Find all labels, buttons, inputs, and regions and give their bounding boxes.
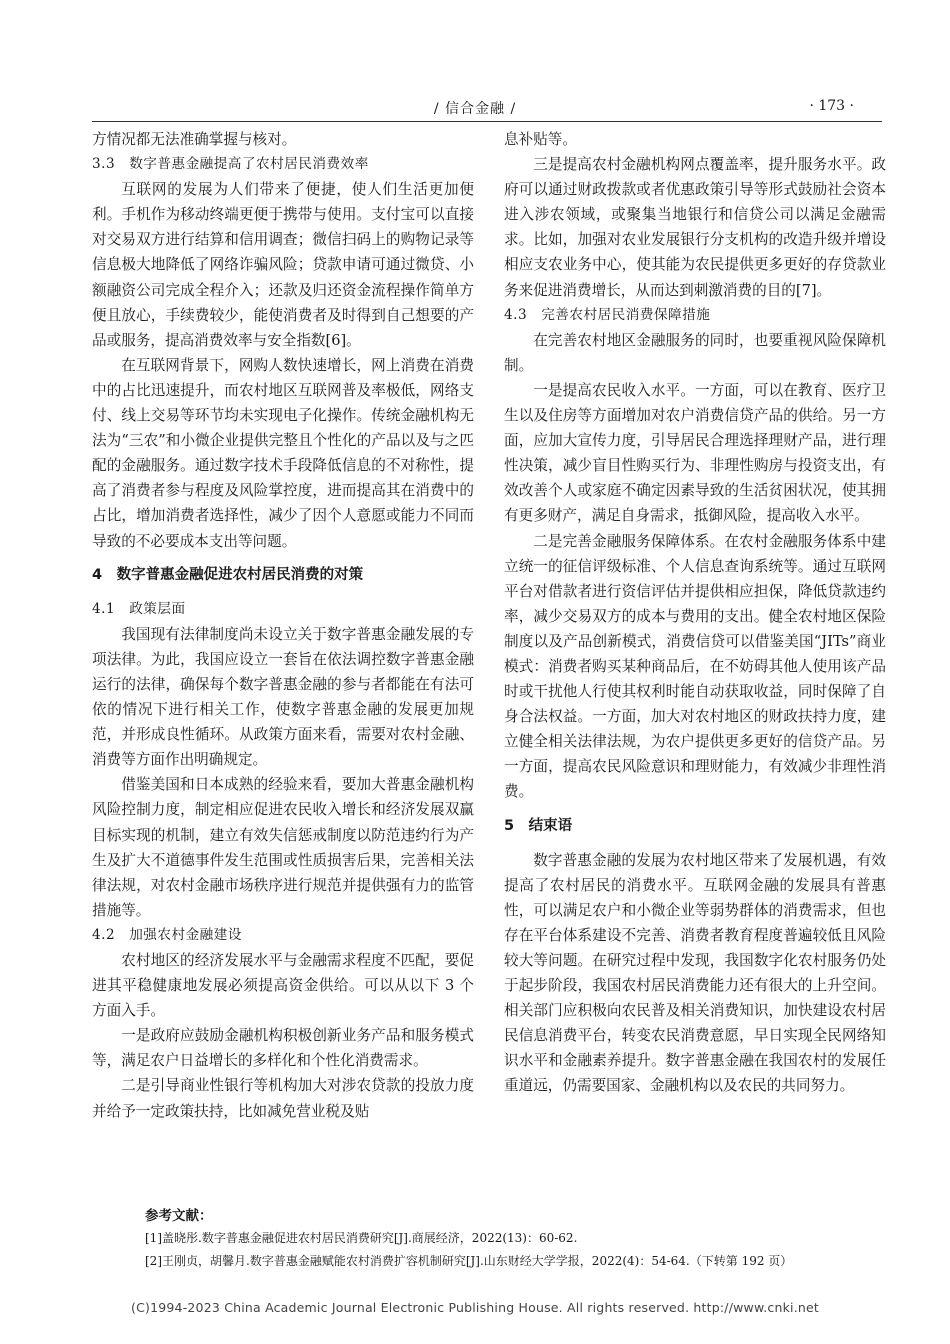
subsection-heading: 4.3 完善农村居民消费保障措施 [504, 306, 711, 323]
paragraph: 三是提高农村金融机构网点覆盖率，提升服务水平。政府可以通过财政拨款或者优惠政策引导等形式鼓励社会资本进入涉农领域，或聚集当地银行和信贷公司以满足金融需求。比如，加强对农业发展银行分支机构的改造升级并增设相应支农业务中心，使其能为农民提供更多更好的存贷款业务来促进消费增长，从而达到刺激消费的目的[7]。 [504, 156, 886, 299]
paragraph: 我国现有法律制度尚未设立关于数字普惠金融发展的专项法律。为此，我国应设立一套旨在依法调控数字普惠金融运行的法律，确保每个数字普惠金融的参与者都能在有法可依的情况下进行相关工作，使数字普惠金融的发展更加规范，并形成良性循环。从政策方面来看，需要对农村金融、消费等方面作出明确规定。 [92, 625, 474, 769]
paragraph: 一是政府应鼓励金融机构积极创新业务产品和服务模式等，满足农户日益增长的多样化和个性化消费需求。 [92, 1027, 474, 1070]
references [145, 1205, 885, 1273]
paragraph: 数字普惠金融的发展为农村地区带来了发展机遇，有效提高了农村居民的消费水平。互联网金融的发展具有普惠性，可以满足农户和小微企业等弱势群体的消费需求，但也存在平台体系建设不完善、消费者教育程度普遍较低且风险较大等问题。在研究过程中发现，我国数字化农村服务仍处于起步阶段，我国农村居民消费能力还有很大的上升空间。相关部门应积极向农民普及相关消费知识，加快建设农村居民信息消费平台，转变农民消费意愿，早日实现全民网络知识水平和金融素养提升。数字普惠金融在我国农村的发展任重道远，仍需要国家、金融机构以及农民的共同努力。 [504, 851, 886, 1095]
paragraph: 借鉴美国和日本成熟的经验来看，要加大普惠金融机构风险控制力度，制定相应促进农民收入增长和经济发展双赢目标实现的机制，建立有效失信惩戒制度以防范违约行为产生及扩大不道德事件发生范围或性质损害后果，完善相关法律法规，对农村金融市场秩序进行规范并提供强有力的监管措施等。 [92, 776, 474, 919]
paragraph: 农村地区的经济发展水平与金融需求程度不匹配，要促进其平稳健康地发展必须提高资金供给。可以从以下 3 个方面入手。 [92, 952, 474, 1020]
header-divider [92, 121, 882, 122]
paragraph: 二是引导商业性银行等机构加大对涉农贷款的投放力度并给予一定政策扶持，比如减免营业税及贴 [92, 1077, 474, 1120]
subsection-heading: 4.1 政策层面 [92, 600, 186, 617]
page-number: · 173 · [809, 98, 854, 114]
paragraph: 在完善农村地区金融服务的同时，也要重视风险保障机制。 [504, 331, 886, 374]
paragraph: 在互联网背景下，网购人数快速增长，网上消费在消费中的占比迅速提升，而农村地区互联网普及率极低，网络支付、线上交易等环节均未实现电子化操作。传统金融机构无法为“三农”和小微企业提供完整且个性化的产品以及与之匹配的金融服务。通过数字技术手段降低信息的不对称性，提高了消费者参与程度及风险掌控度，进而提高其在消费中的占比，增加消费者选择性，减少了因个人意愿或能力不同而导致的不必要成本支出等问题。 [92, 356, 474, 550]
reference-item: [2]王刚贞，胡馨月.数字普惠金融赋能农村消费扩容机制研究[J].山东财经大学学报，2022(4)：54-64.（下转第 192 页） [145, 1254, 793, 1268]
section-heading: 4 数字普惠金融促进农村居民消费的对策 [92, 566, 364, 583]
paragraph: 方情况都无法准确掌握与核对。 [92, 131, 297, 148]
copyright-footer: (C)1994-2023 China Academic Journal Electronic Publishing House. All rights reserved. http://www.cnki.net [131, 1300, 819, 1315]
left-column [92, 127, 474, 1124]
subsection-heading: 4.2 加强农村金融建设 [92, 926, 242, 943]
paragraph: 互联网的发展为人们带来了便捷，使人们生活更加便利。手机作为移动终端更便于携带与使用。支付宝可以直接对交易双方进行结算和信用调查；微信扫码上的购物记录等信息极大地降低了网络诈骗风险；贷款申请可通过微贷、小额融资公司完成全程介入；还款及归还资金流程操作简单方便且放心，手续费较少，能使消费者及时得到自己想要的产品或服务，提高消费效率与安全指数[6]。 [92, 181, 474, 349]
paragraph: 息补贴等。 [504, 131, 577, 148]
reference-item: [1]盖晓彤.数字普惠金融促进农村居民消费研究[J].商展经济，2022(13)：60-62. [145, 1231, 578, 1245]
subsection-heading: 3.3 数字普惠金融提高了农村居民消费效率 [92, 156, 369, 173]
section-heading: 5 结束语 [504, 817, 573, 834]
journal-header: / 信合金融 / [433, 101, 517, 117]
references-title: 参考文献： [145, 1208, 213, 1224]
right-column [504, 127, 886, 1099]
paragraph: 二是完善金融服务保障体系。在农村金融服务体系中建立统一的征信评级标准、个人信息查询系统等。通过互联网平台对借款者进行资信评估并提供相应担保，降低贷款违约率，减少交易双方的成本与费用的支出。健全农村地区保险制度以及产品创新模式，消费信贷可以借鉴美国“JITs”商业模式：消费者购买某种商品后，在不妨碍其他人使用该产品时或干扰他人行使其权利时能自动获取收益，同时保障了自身合法权益。一方面，加大对农村地区的财政扶持力度，建立健全相关法律法规，为农户提供更多更好的信贷产品。另一方面，提高农民风险意识和理财能力，有效减少非理性消费。 [504, 532, 886, 801]
paragraph: 一是提高农民收入水平。一方面，可以在教育、医疗卫生以及住房等方面增加对农户消费信贷产品的供给。另一方面，应加大宣传力度，引导居民合理选择理财产品，进行理性决策，减少盲目性购买行为、非理性购房与投资支出，有效改善个人或家庭不确定因素导致的生活贫困状况，使其拥有更多财产，满足自身需求，抵御风险，提高收入水平。 [504, 381, 886, 525]
